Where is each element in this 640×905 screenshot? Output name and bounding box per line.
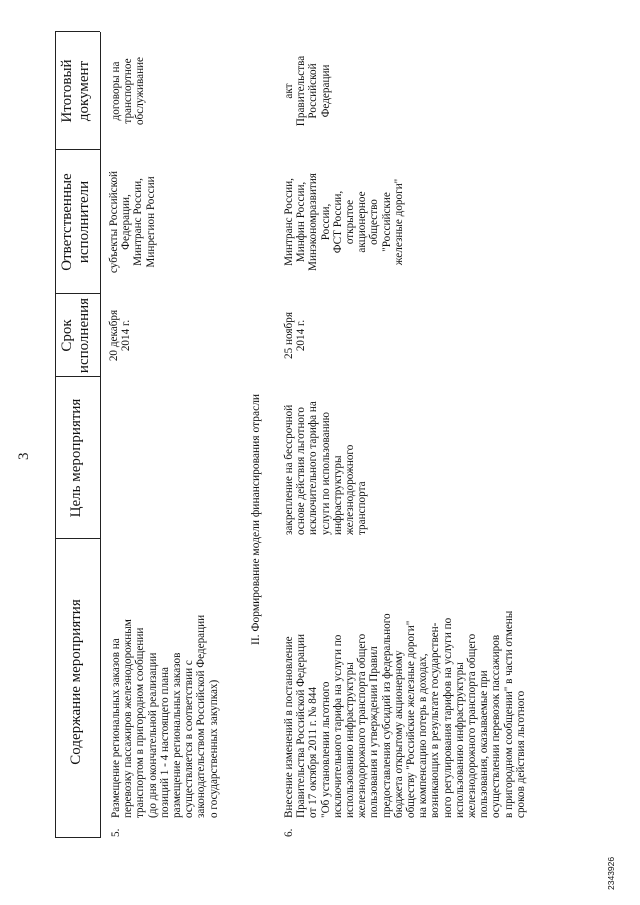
row-deadline: 25 ноября 2014 г. (283, 312, 308, 359)
row-number: 6. (283, 828, 295, 837)
row-goal: закрепление на бессрочной основе действия льготного исключительного тарифа на услуги по использованию инфраструктуры железнодорожного транспорта (283, 401, 369, 535)
row-deadline: 20 декабря 2014 г. (108, 309, 133, 362)
header-responsible: Ответственные исполнители (59, 173, 92, 271)
document-id: 2343926 (606, 856, 616, 890)
header-bottom-border (100, 32, 101, 838)
row-result: акт Правительства Российской Федерации (283, 55, 332, 127)
header-goal: Цель мероприятия (68, 398, 84, 518)
section-heading: II. Формирование модели финансирования отрасли (250, 393, 262, 645)
row-content: Размещение региональных заказов на перевозку пассажиров железнодорожным транспортом в пригородном сообщении (до дня окончательной реализации позиций 1 - 4 настоящего плана размещение региональных заказов осуществляется в соответствии с законодательством Российской Федерации о государственных закупках) (110, 614, 220, 818)
row-responsible: субъекты Российской Федерации, Минтранс России, Минрегион России (108, 170, 157, 274)
col-divider-left (55, 837, 100, 838)
row-content: Внесение изменений в постановление Правительства Российской Федерации от 17 октября 2011 г. № 844 "Об установлении льготного исключительного тарифа на услуги по использованию инфраструктуры железнодорожного транспорта общего пользования и утверждении Правил предоставления субсидий из федерального бюджета открытому акционерному обществу "Российские железные дороги" на компенсацию потерь в доходах, возникающих в результате государствен- ного регулирования тарифов на услуги по использованию инфраструктуры железнодорожного транспорта общего пользования, оказываемые при осуществлении перевозок пассажиров в пригородном сообщении" в части отмены сроков действия льготного (283, 610, 527, 818)
row-responsible: Минтранс России, Минфин России, Минэкономразвития России, ФСТ России, открытое акционерное общество "Российские железные дороги" (283, 173, 405, 271)
row-result: договоры на транспортное обслуживание (110, 56, 147, 126)
header-result: Итоговый документ (59, 59, 92, 123)
page-number: 3 (16, 452, 32, 460)
table-top-border (55, 32, 56, 838)
row-number: 5. (110, 828, 122, 837)
header-content: Содержание мероприятия (68, 599, 84, 765)
header-deadline: Срок исполнения (59, 297, 92, 374)
